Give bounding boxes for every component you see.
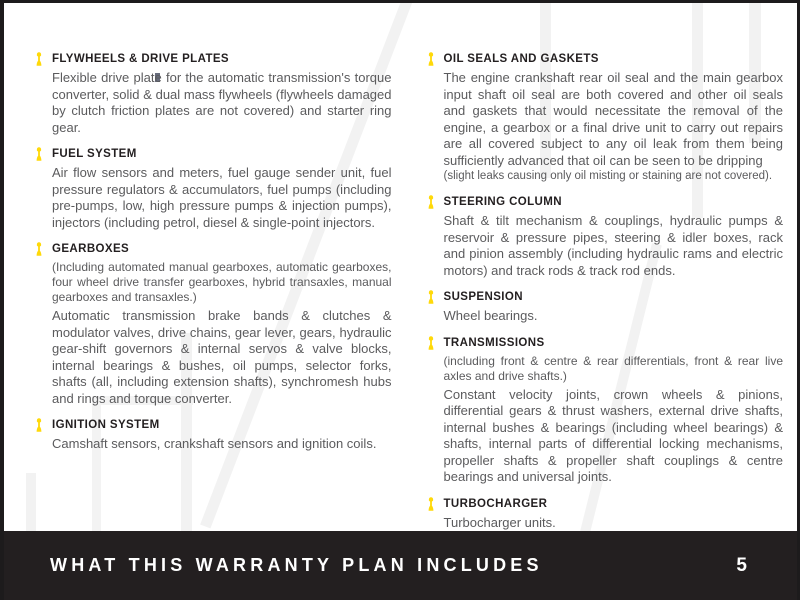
- section-oil-seals-gaskets: [426, 53, 784, 184]
- footer-title: WHAT THIS WARRANTY PLAN INCLUDES: [50, 555, 543, 575]
- section-gearboxes: [34, 243, 392, 407]
- section-heading: FUEL SYSTEM: [52, 148, 137, 160]
- wrench-icon: [426, 52, 436, 66]
- section-ignition-system: [34, 419, 392, 453]
- section-heading: IGNITION SYSTEM: [52, 419, 160, 431]
- section-heading: TRANSMISSIONS: [443, 336, 545, 349]
- wrench-icon: [426, 336, 436, 350]
- section-paragraph: Automatic transmission brake bands & clutches & modulator valves, drive chains, gear lever, gears, hydraulic gear-shift governors & internal servos & valve blocks, internal bearings & bushes, oil pumps, selector forks, shafts (all, including extension shafts), synchromesh hubs and rings and torque converter.: [52, 308, 392, 406]
- section-paragraph-note: (Including automated manual gearboxes, automatic gearboxes, four wheel drive transfer gearboxes, hybrid transaxles, manual gearboxes and transaxles.): [52, 260, 392, 304]
- section-paragraph: Flexible drive plate for the automatic transmission's torque converter, solid & dual mass flywheels (flywheels damaged by clutch friction plates are not covered) and starter ring gear.: [52, 70, 392, 135]
- section-heading: STEERING COLUMN: [443, 196, 562, 208]
- section-paragraph: Shaft & tilt mechanism & couplings, hydraulic pumps & reservoir & pressure pipes, steering & idler boxes, rack and pinion assembly (including hydraulic rams and electric motors) and track rods & track rod ends.: [443, 213, 783, 278]
- section-heading: TURBOCHARGER: [443, 497, 548, 510]
- wrench-icon: [426, 290, 436, 304]
- wrench-icon: [34, 147, 44, 161]
- page-number: 5: [736, 554, 748, 576]
- section-paragraph: Air flow sensors and meters, fuel gauge sender unit, fuel pressure regulators & accumulators, fuel pumps (including pre-pumps, low, high pressure pumps & injection pumps), injectors (including petrol, diesel & single-point injectors.: [52, 165, 392, 230]
- wrench-icon: [426, 195, 436, 209]
- section-paragraph: Constant velocity joints, crown wheels & pinions, differential gears & thrust washers, external drive shafts, internal bushes & bearings (including wheel bearings) & shafts, internal parts of differential locking mechanisms, propeller shafts & propeller shaft couplings & centre bearings and universal joints.: [443, 386, 783, 484]
- section-paragraph-note: (slight leaks causing only oil misting or staining are not covered).: [443, 170, 773, 182]
- left-column: [34, 53, 392, 531]
- section-transmissions: [426, 337, 784, 486]
- page-content: [4, 3, 797, 531]
- section-heading: GEARBOXES: [52, 243, 130, 255]
- section-heading: OIL SEALS AND GASKETS: [443, 53, 599, 65]
- section-paragraph-note: (including front & centre & rear differentials, front & rear live axles and drive shafts.): [443, 353, 783, 383]
- wrench-icon: [34, 52, 44, 66]
- section-paragraph: Wheel bearings.: [443, 308, 538, 323]
- wrench-icon: [34, 242, 44, 256]
- right-column: [426, 53, 784, 531]
- footer-bar: [0, 531, 800, 600]
- section-paragraph: Camshaft sensors, crankshaft sensors and ignition coils.: [52, 436, 377, 451]
- section-heading: FLYWHEELS & DRIVE PLATES: [52, 53, 230, 65]
- section-paragraph: The engine crankshaft rear oil seal and the main gearbox input shaft oil seal are both covered and other oil seals and gaskets that would necessitate the removal of the engine, a gearbox or a final drive unit to carry out repairs are all covered subject to any oil leak from them being sufficiently advanced that oil can be seen to be dripping: [443, 70, 783, 168]
- section-turbocharger: [426, 498, 784, 532]
- section-heading: SUSPENSION: [443, 291, 523, 303]
- section-flywheels-drive-plates: [34, 53, 392, 136]
- section-fuel-system: [34, 148, 392, 231]
- section-paragraph: Turbocharger units.: [443, 514, 556, 530]
- section-suspension: [426, 291, 784, 325]
- wrench-icon: [34, 418, 44, 432]
- wrench-icon: [426, 497, 436, 511]
- section-steering-column: [426, 196, 784, 279]
